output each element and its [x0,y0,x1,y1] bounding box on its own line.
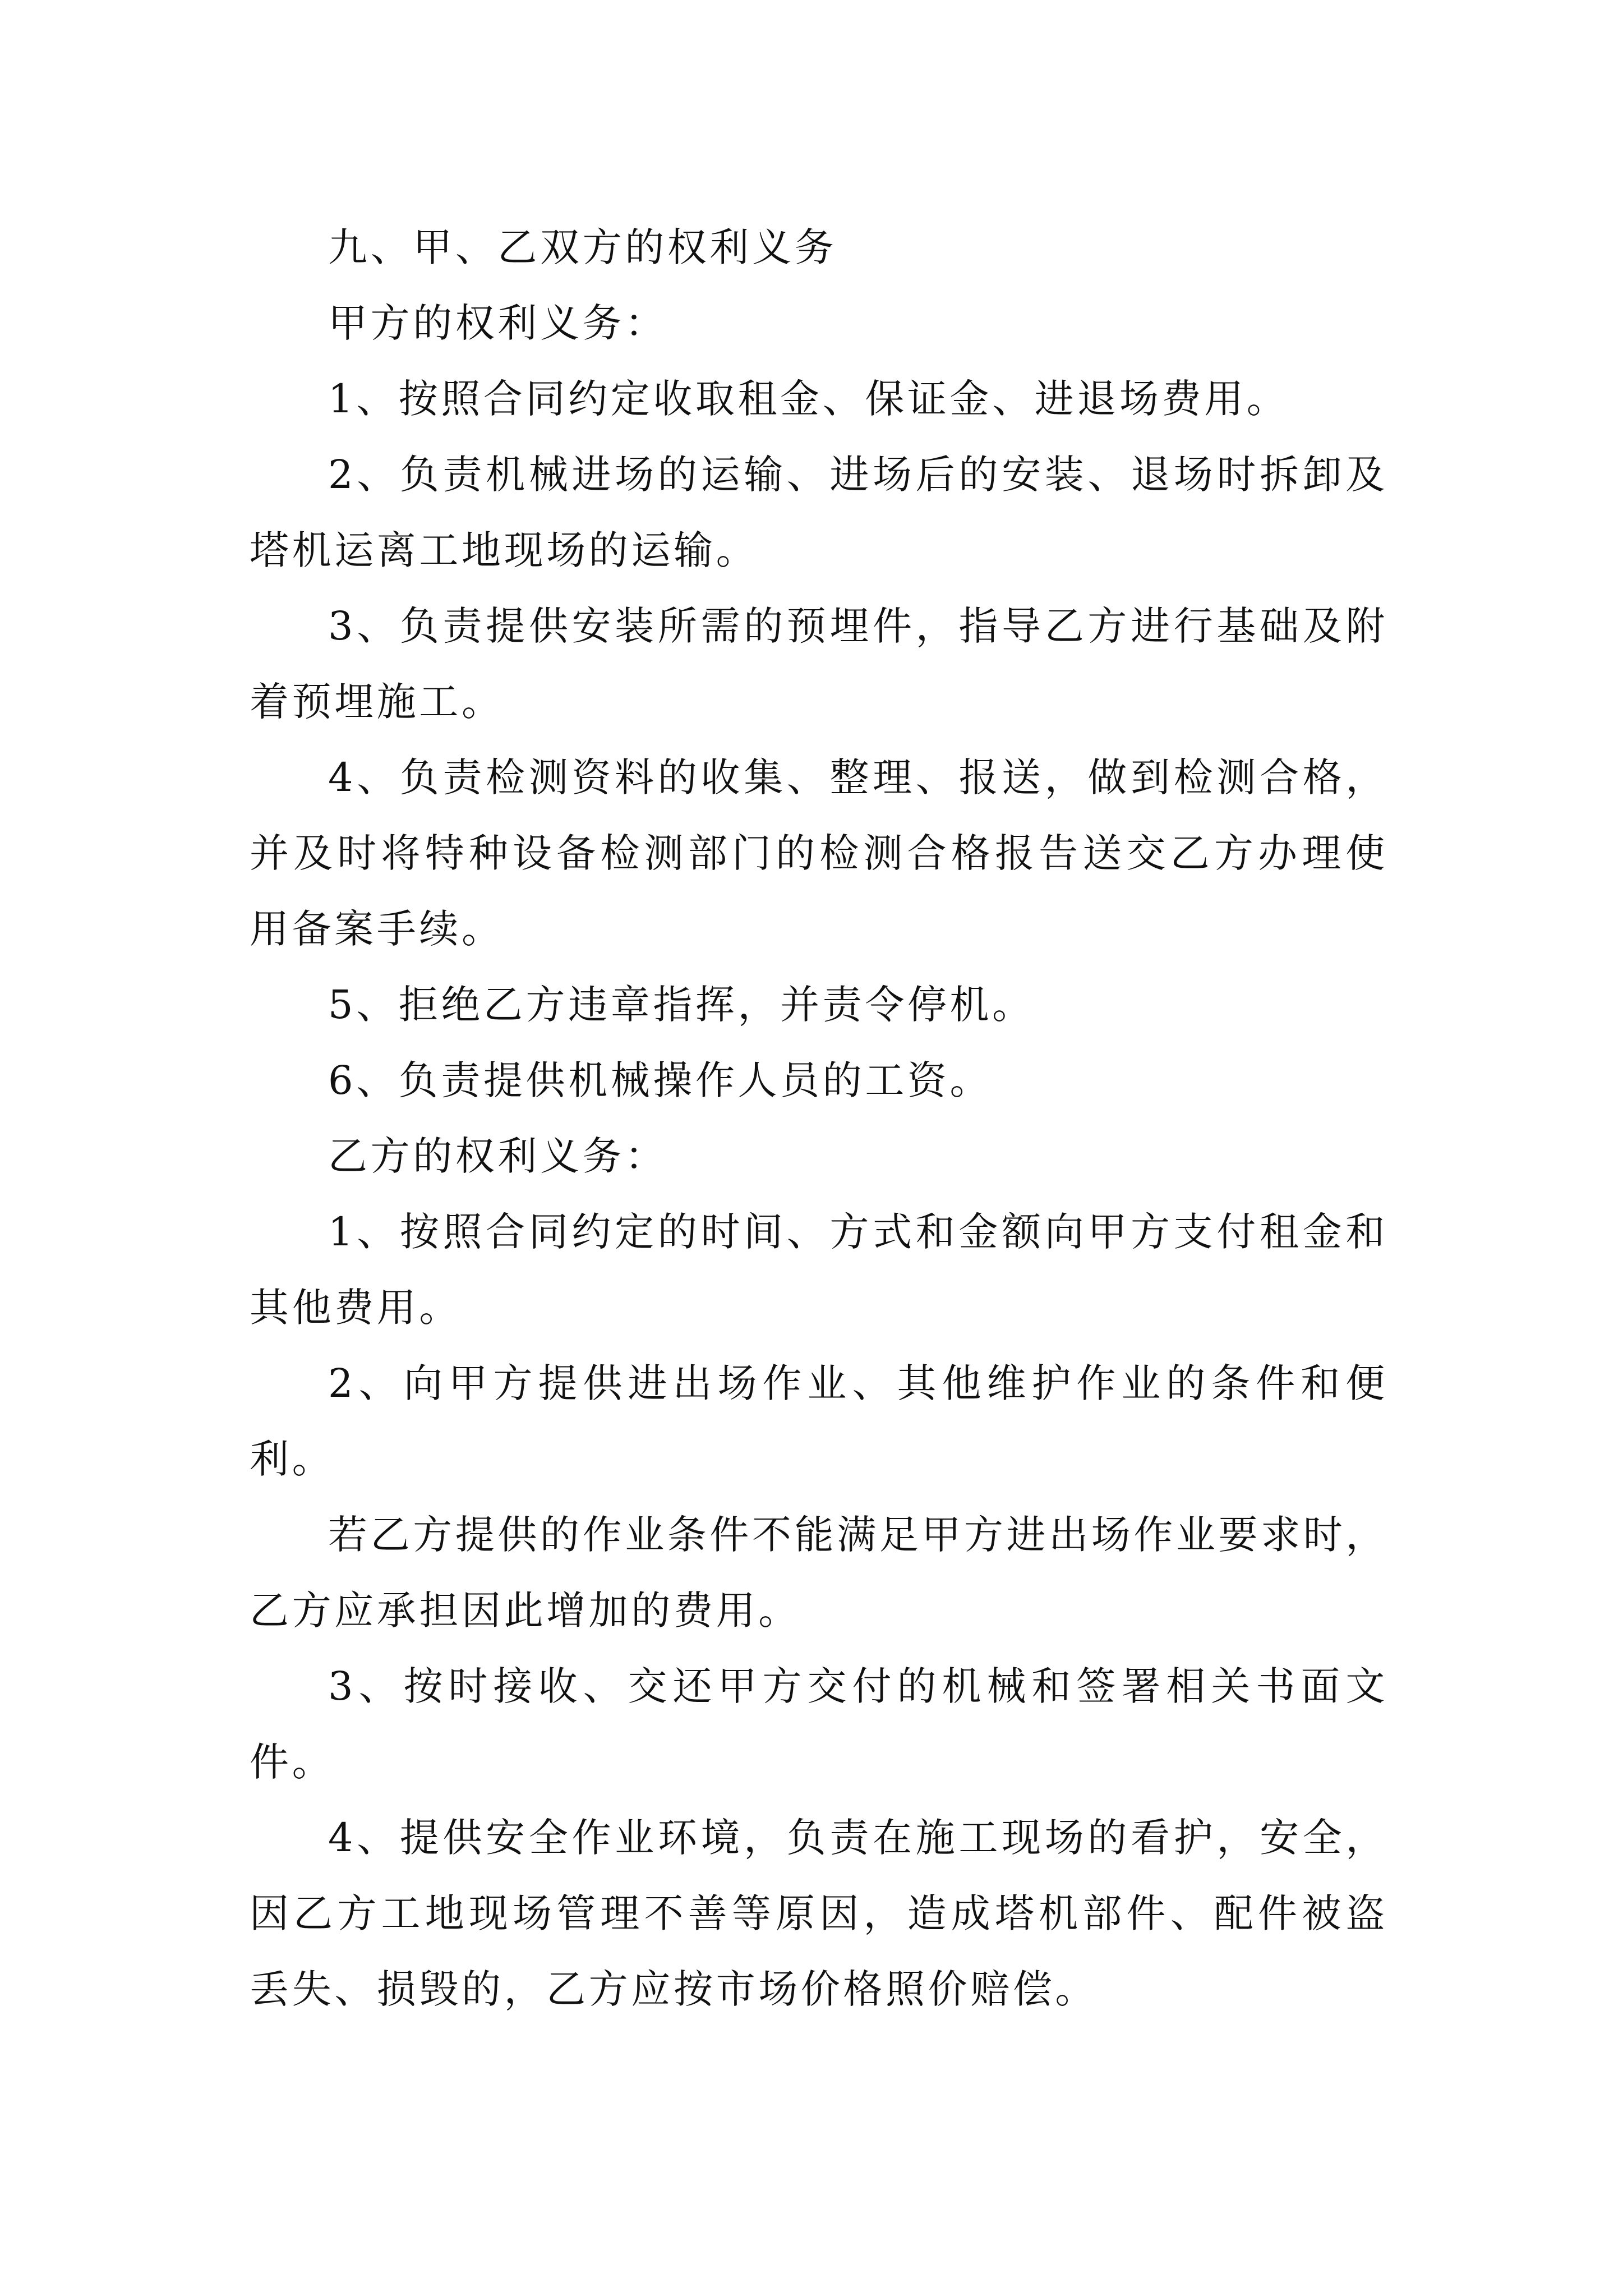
party-a-item-2: 2、负责机械进场的运输、进场后的安装、退场时拆卸及塔机运离工地现场的运输。 [250,452,1388,573]
party-b-heading: 乙方的权利义务： [328,1133,667,1179]
party-a-item-5: 5、拒绝乙方违章指挥，并责令停机。 [328,982,1035,1028]
party-a-item-4: 4、负责检测资料的收集、整理、报送，做到检测合格，并及时将特种设备检测部门的检测合格报告送交乙方办理使用备案手续。 [250,754,1388,952]
party-a-item-6: 6、负责提供机械操作人员的工资。 [328,1057,993,1103]
party-a-heading: 甲方的权利义务： [328,300,667,346]
party-b-item-1: 1、按照合同约定的时间、方式和金额向甲方支付租金和其他费用。 [250,1209,1388,1331]
document-body [250,210,1388,2027]
party-b-item-4: 4、提供安全作业环境，负责在施工现场的看护，安全，因乙方工地现场管理不善等原因，造成塔机部件、配件被盗丢失、损毁的，乙方应按市场价格照价赔偿。 [250,1815,1388,2012]
party-b-item-2: 2、向甲方提供进出场作业、其他维护作业的条件和便利。 [250,1360,1388,1482]
party-a-item-3: 3、负责提供安装所需的预埋件，指导乙方进行基础及附着预埋施工。 [250,603,1388,725]
party-a-item-1: 1、按照合同约定收取租金、保证金、进退场费用。 [328,376,1289,422]
party-b-item-3: 3、按时接收、交还甲方交付的机械和签署相关书面文件。 [250,1663,1388,1785]
party-b-item-2-note: 若乙方提供的作业条件不能满足甲方进出场作业要求时，乙方应承担因此增加的费用。 [250,1512,1388,1634]
section-heading: 九、甲、乙双方的权利义务 [328,224,837,270]
